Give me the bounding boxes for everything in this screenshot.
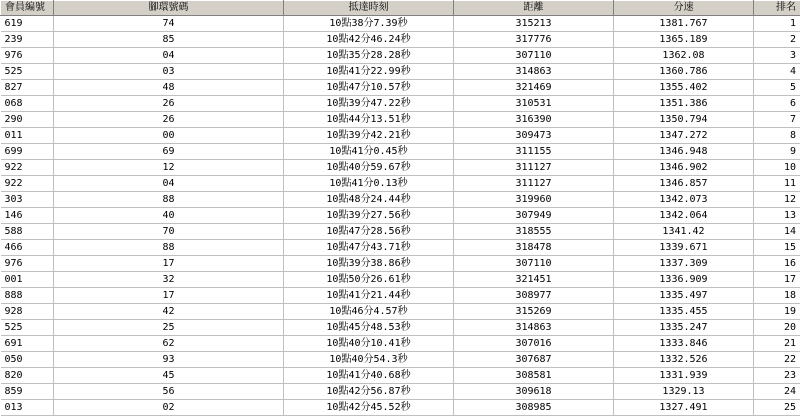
distance-cell: 311155 (454, 144, 614, 160)
ring-number-cell: 70 (54, 224, 284, 240)
ring-number-cell: 88 (54, 192, 284, 208)
distance-cell: 308985 (454, 400, 614, 416)
arrival-time-cell: 10點48分24.44秒 (284, 192, 454, 208)
speed-cell: 1335.497 (614, 288, 754, 304)
speed-cell: 1351.386 (614, 96, 754, 112)
member-id-cell: 976 (1, 48, 54, 64)
ring-number-cell: 26 (54, 112, 284, 128)
arrival-time-cell: 10點41分0.45秒 (284, 144, 454, 160)
table-row[interactable] (1, 192, 800, 208)
arrival-time-cell: 10點46分4.57秒 (284, 304, 454, 320)
table-row[interactable] (1, 256, 800, 272)
table-row[interactable] (1, 304, 800, 320)
table-row[interactable] (1, 80, 800, 96)
rank-cell: 7 (754, 112, 800, 128)
table-row[interactable] (1, 208, 800, 224)
ring-number-cell: 85 (54, 32, 284, 48)
rank-cell: 12 (754, 192, 800, 208)
rank-cell: 16 (754, 256, 800, 272)
ring-number-cell: 25 (54, 320, 284, 336)
distance-cell: 307687 (454, 352, 614, 368)
member-id-cell: 290 (1, 112, 54, 128)
arrival-time-cell: 10點42分46.24秒 (284, 32, 454, 48)
table-row[interactable] (1, 352, 800, 368)
ring-number-cell: 69 (54, 144, 284, 160)
arrival-time-cell: 10點47分43.71秒 (284, 240, 454, 256)
speed-cell: 1346.948 (614, 144, 754, 160)
speed-cell: 1327.491 (614, 400, 754, 416)
rank-cell: 17 (754, 272, 800, 288)
arrival-time-cell: 10點35分28.28秒 (284, 48, 454, 64)
header-member-id[interactable]: 會員編號 (1, 1, 54, 16)
header-ring-number[interactable]: 腳環號碼 (54, 1, 284, 16)
member-id-cell: 976 (1, 256, 54, 272)
ring-number-cell: 93 (54, 352, 284, 368)
rank-cell: 20 (754, 320, 800, 336)
arrival-time-cell: 10點38分7.39秒 (284, 16, 454, 32)
speed-cell: 1335.455 (614, 304, 754, 320)
arrival-time-cell: 10點39分27.56秒 (284, 208, 454, 224)
distance-cell: 321469 (454, 80, 614, 96)
table-body (1, 16, 800, 416)
rank-cell: 14 (754, 224, 800, 240)
distance-cell: 307110 (454, 48, 614, 64)
table-row[interactable] (1, 400, 800, 416)
table-row[interactable] (1, 144, 800, 160)
ring-number-cell: 42 (54, 304, 284, 320)
speed-cell: 1329.13 (614, 384, 754, 400)
ring-number-cell: 45 (54, 368, 284, 384)
distance-cell: 307949 (454, 208, 614, 224)
distance-cell: 315269 (454, 304, 614, 320)
distance-cell: 318555 (454, 224, 614, 240)
rank-cell: 19 (754, 304, 800, 320)
rank-cell: 13 (754, 208, 800, 224)
table-row[interactable] (1, 32, 800, 48)
speed-cell: 1342.073 (614, 192, 754, 208)
distance-cell: 316390 (454, 112, 614, 128)
distance-cell: 311127 (454, 160, 614, 176)
arrival-time-cell: 10點40分10.41秒 (284, 336, 454, 352)
distance-cell: 314863 (454, 64, 614, 80)
speed-cell: 1332.526 (614, 352, 754, 368)
ring-number-cell: 00 (54, 128, 284, 144)
table-row[interactable] (1, 384, 800, 400)
table-row[interactable] (1, 240, 800, 256)
arrival-time-cell: 10點39分38.86秒 (284, 256, 454, 272)
member-id-cell: 588 (1, 224, 54, 240)
header-row (1, 1, 800, 16)
arrival-time-cell: 10點39分42.21秒 (284, 128, 454, 144)
speed-cell: 1336.909 (614, 272, 754, 288)
distance-cell: 319960 (454, 192, 614, 208)
rank-cell: 8 (754, 128, 800, 144)
table-row[interactable] (1, 368, 800, 384)
distance-cell: 309473 (454, 128, 614, 144)
rank-cell: 10 (754, 160, 800, 176)
rank-cell: 18 (754, 288, 800, 304)
member-id-cell: 922 (1, 160, 54, 176)
table-row[interactable] (1, 224, 800, 240)
member-id-cell: 011 (1, 128, 54, 144)
rank-cell: 5 (754, 80, 800, 96)
rank-cell: 23 (754, 368, 800, 384)
rank-cell: 15 (754, 240, 800, 256)
rank-cell: 4 (754, 64, 800, 80)
rank-cell: 11 (754, 176, 800, 192)
distance-cell: 317776 (454, 32, 614, 48)
member-id-cell: 146 (1, 208, 54, 224)
speed-cell: 1365.189 (614, 32, 754, 48)
ring-number-cell: 74 (54, 16, 284, 32)
table-row[interactable] (1, 64, 800, 80)
arrival-time-cell: 10點42分56.87秒 (284, 384, 454, 400)
speed-cell: 1381.767 (614, 16, 754, 32)
ring-number-cell: 48 (54, 80, 284, 96)
member-id-cell: 928 (1, 304, 54, 320)
ring-number-cell: 04 (54, 48, 284, 64)
speed-cell: 1346.857 (614, 176, 754, 192)
table-row[interactable] (1, 272, 800, 288)
rank-cell: 1 (754, 16, 800, 32)
ring-number-cell: 04 (54, 176, 284, 192)
distance-cell: 315213 (454, 16, 614, 32)
rank-cell: 3 (754, 48, 800, 64)
rank-cell: 22 (754, 352, 800, 368)
table-row[interactable] (1, 128, 800, 144)
speed-cell: 1362.08 (614, 48, 754, 64)
table-row[interactable] (1, 336, 800, 352)
member-id-cell: 922 (1, 176, 54, 192)
header-distance[interactable]: 距離 (454, 1, 614, 16)
speed-cell: 1335.247 (614, 320, 754, 336)
distance-cell: 309618 (454, 384, 614, 400)
arrival-time-cell: 10點47分28.56秒 (284, 224, 454, 240)
distance-cell: 307016 (454, 336, 614, 352)
member-id-cell: 050 (1, 352, 54, 368)
table-row[interactable] (1, 96, 800, 112)
arrival-time-cell: 10點47分10.57秒 (284, 80, 454, 96)
ring-number-cell: 02 (54, 400, 284, 416)
member-id-cell: 239 (1, 32, 54, 48)
ring-number-cell: 12 (54, 160, 284, 176)
distance-cell: 308977 (454, 288, 614, 304)
ring-number-cell: 40 (54, 208, 284, 224)
distance-cell: 308581 (454, 368, 614, 384)
speed-cell: 1355.402 (614, 80, 754, 96)
member-id-cell: 525 (1, 320, 54, 336)
distance-cell: 318478 (454, 240, 614, 256)
member-id-cell: 303 (1, 192, 54, 208)
member-id-cell: 619 (1, 16, 54, 32)
distance-cell: 311127 (454, 176, 614, 192)
speed-cell: 1350.794 (614, 112, 754, 128)
distance-cell: 307110 (454, 256, 614, 272)
member-id-cell: 827 (1, 80, 54, 96)
speed-cell: 1339.671 (614, 240, 754, 256)
member-id-cell: 691 (1, 336, 54, 352)
table-row[interactable] (1, 16, 800, 32)
ring-number-cell: 32 (54, 272, 284, 288)
table-row[interactable] (1, 112, 800, 128)
rank-cell: 6 (754, 96, 800, 112)
distance-cell: 310531 (454, 96, 614, 112)
table-row[interactable] (1, 160, 800, 176)
speed-cell: 1341.42 (614, 224, 754, 240)
speed-cell: 1333.846 (614, 336, 754, 352)
speed-cell: 1331.939 (614, 368, 754, 384)
speed-cell: 1337.309 (614, 256, 754, 272)
member-id-cell: 699 (1, 144, 54, 160)
rank-cell: 24 (754, 384, 800, 400)
arrival-time-cell: 10點50分26.61秒 (284, 272, 454, 288)
ring-number-cell: 56 (54, 384, 284, 400)
member-id-cell: 888 (1, 288, 54, 304)
header-speed[interactable]: 分速 (614, 1, 754, 16)
table-row[interactable] (1, 288, 800, 304)
speed-cell: 1346.902 (614, 160, 754, 176)
member-id-cell: 013 (1, 400, 54, 416)
arrival-time-cell: 10點39分47.22秒 (284, 96, 454, 112)
rank-cell: 25 (754, 400, 800, 416)
distance-cell: 321451 (454, 272, 614, 288)
header-arrival-time[interactable]: 抵達時刻 (284, 1, 454, 16)
rank-cell: 2 (754, 32, 800, 48)
member-id-cell: 001 (1, 272, 54, 288)
ring-number-cell: 26 (54, 96, 284, 112)
ring-number-cell: 17 (54, 256, 284, 272)
member-id-cell: 466 (1, 240, 54, 256)
member-id-cell: 525 (1, 64, 54, 80)
arrival-time-cell: 10點44分13.51秒 (284, 112, 454, 128)
speed-cell: 1342.064 (614, 208, 754, 224)
arrival-time-cell: 10點41分21.44秒 (284, 288, 454, 304)
table-row[interactable] (1, 176, 800, 192)
arrival-time-cell: 10點40分54.3秒 (284, 352, 454, 368)
rank-cell: 21 (754, 336, 800, 352)
ring-number-cell: 62 (54, 336, 284, 352)
member-id-cell: 068 (1, 96, 54, 112)
member-id-cell: 820 (1, 368, 54, 384)
ring-number-cell: 17 (54, 288, 284, 304)
table-row[interactable] (1, 48, 800, 64)
distance-cell: 314863 (454, 320, 614, 336)
arrival-time-cell: 10點45分48.53秒 (284, 320, 454, 336)
speed-cell: 1347.272 (614, 128, 754, 144)
table-row[interactable] (1, 320, 800, 336)
member-id-cell: 859 (1, 384, 54, 400)
ring-number-cell: 88 (54, 240, 284, 256)
arrival-time-cell: 10點40分59.67秒 (284, 160, 454, 176)
rank-cell: 9 (754, 144, 800, 160)
arrival-time-cell: 10點41分40.68秒 (284, 368, 454, 384)
speed-cell: 1360.786 (614, 64, 754, 80)
ring-number-cell: 03 (54, 64, 284, 80)
arrival-time-cell: 10點41分22.99秒 (284, 64, 454, 80)
header-rank[interactable]: 排名 (754, 1, 800, 16)
arrival-time-cell: 10點42分45.52秒 (284, 400, 454, 416)
arrival-time-cell: 10點41分0.13秒 (284, 176, 454, 192)
